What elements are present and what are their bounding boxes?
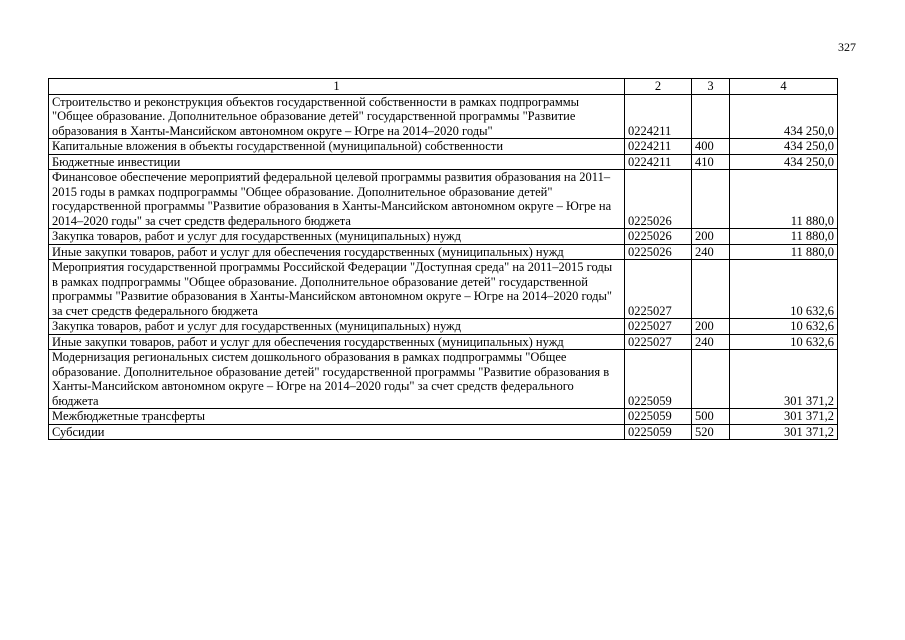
row-type: 200 xyxy=(692,229,730,245)
table-row xyxy=(49,139,838,155)
row-amount: 10 632,6 xyxy=(730,334,838,350)
row-type xyxy=(692,350,730,409)
row-code: 0224211 xyxy=(625,94,692,139)
column-header-3: 3 xyxy=(692,79,730,95)
row-amount: 434 250,0 xyxy=(730,154,838,170)
row-description: Финансовое обеспечение мероприятий федеральной целевой программы развития образования на 2011–2015 годы в рамках подпрограммы "Общее образование. Дополнительное образование детей" государственной программы "Развитие образования в Ханты-Мансийском автономном округе – Югре на 2014–2020 годы" за счет средств федерального бюджета xyxy=(49,170,625,229)
row-amount: 10 632,6 xyxy=(730,260,838,319)
table-header-row xyxy=(49,79,838,95)
column-header-1: 1 xyxy=(49,79,625,95)
row-code: 0225059 xyxy=(625,424,692,440)
row-description: Модернизация региональных систем дошкольного образования в рамках подпрограммы "Общее образование. Дополнительное образование детей" государственной программы "Развитие образования в Ханты-Мансийском автономном округе – Югре на 2014–2020 годы" за счет средств федерального бюджета xyxy=(49,350,625,409)
table-row xyxy=(49,260,838,319)
table-row xyxy=(49,94,838,139)
table-body xyxy=(49,94,838,440)
row-amount: 11 880,0 xyxy=(730,229,838,245)
table-row xyxy=(49,244,838,260)
column-header-4: 4 xyxy=(730,79,838,95)
row-type: 240 xyxy=(692,334,730,350)
row-code: 0224211 xyxy=(625,154,692,170)
row-type: 400 xyxy=(692,139,730,155)
row-type xyxy=(692,170,730,229)
table-row xyxy=(49,334,838,350)
column-header-2: 2 xyxy=(625,79,692,95)
row-type: 240 xyxy=(692,244,730,260)
row-amount: 434 250,0 xyxy=(730,139,838,155)
table-row xyxy=(49,424,838,440)
row-description: Закупка товаров, работ и услуг для государственных (муниципальных) нужд xyxy=(49,319,625,335)
row-description: Закупка товаров, работ и услуг для государственных (муниципальных) нужд xyxy=(49,229,625,245)
row-amount: 11 880,0 xyxy=(730,244,838,260)
row-description: Субсидии xyxy=(49,424,625,440)
row-description: Строительство и реконструкция объектов государственной собственности в рамках подпрограммы "Общее образование. Дополнительное образование детей" государственной программы "Развитие образования в Ханты-Мансийском автономном округе – Югре на 2014–2020 годы" xyxy=(49,94,625,139)
row-code: 0224211 xyxy=(625,139,692,155)
table-row xyxy=(49,229,838,245)
row-amount: 301 371,2 xyxy=(730,409,838,425)
table-row xyxy=(49,409,838,425)
row-amount: 301 371,2 xyxy=(730,350,838,409)
row-description: Иные закупки товаров, работ и услуг для обеспечения государственных (муниципальных) нужд xyxy=(49,244,625,260)
row-amount: 434 250,0 xyxy=(730,94,838,139)
table-row xyxy=(49,154,838,170)
row-code: 0225027 xyxy=(625,334,692,350)
row-description: Мероприятия государственной программы Российской Федерации "Доступная среда" на 2011–2015 годы в рамках подпрограммы "Общее образование. Дополнительное образование детей" государственной программы "Развитие образования в Ханты-Мансийском автономном округе – Югре на 2014–2020 годы" за счет средств федерального бюджета xyxy=(49,260,625,319)
table-row xyxy=(49,170,838,229)
budget-table xyxy=(48,78,838,440)
row-type: 410 xyxy=(692,154,730,170)
row-code: 0225026 xyxy=(625,229,692,245)
page-number: 327 xyxy=(838,40,856,54)
table-row xyxy=(49,319,838,335)
row-type: 520 xyxy=(692,424,730,440)
row-code: 0225059 xyxy=(625,409,692,425)
row-code: 0225059 xyxy=(625,350,692,409)
row-code: 0225026 xyxy=(625,170,692,229)
row-code: 0225026 xyxy=(625,244,692,260)
row-description: Межбюджетные трансферты xyxy=(49,409,625,425)
row-code: 0225027 xyxy=(625,260,692,319)
table-row xyxy=(49,350,838,409)
row-amount: 10 632,6 xyxy=(730,319,838,335)
row-description: Капитальные вложения в объекты государственной (муниципальной) собственности xyxy=(49,139,625,155)
row-type: 200 xyxy=(692,319,730,335)
row-type xyxy=(692,94,730,139)
row-description: Бюджетные инвестиции xyxy=(49,154,625,170)
row-amount: 11 880,0 xyxy=(730,170,838,229)
row-description: Иные закупки товаров, работ и услуг для обеспечения государственных (муниципальных) нужд xyxy=(49,334,625,350)
row-type xyxy=(692,260,730,319)
row-code: 0225027 xyxy=(625,319,692,335)
row-amount: 301 371,2 xyxy=(730,424,838,440)
row-type: 500 xyxy=(692,409,730,425)
